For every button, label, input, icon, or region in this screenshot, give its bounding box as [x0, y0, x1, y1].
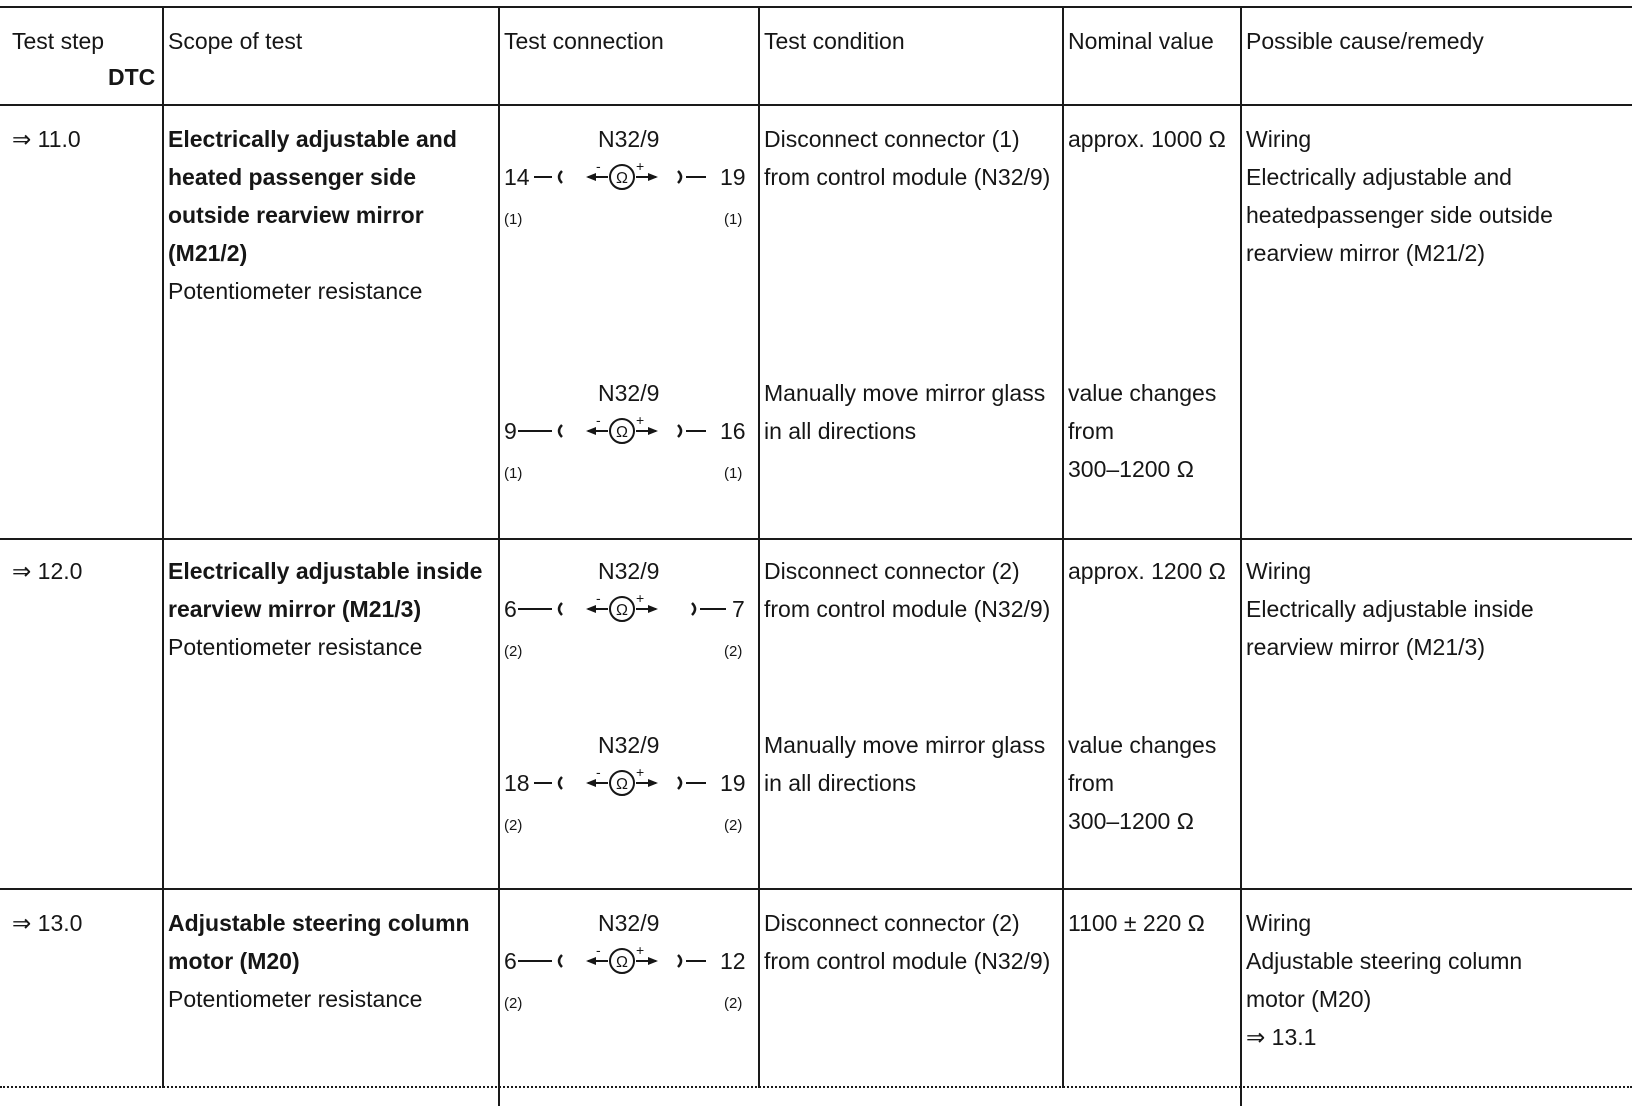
- scope-subtitle: Potentiometer resistance: [168, 986, 423, 1012]
- left-connector: (2): [504, 995, 523, 1012]
- svg-text:+: +: [636, 768, 645, 780]
- nominal-value: 300–1200 Ω: [1068, 808, 1194, 834]
- remedy-line: Wiring: [1246, 126, 1312, 152]
- scope-line: Adjustable steering column: [168, 910, 470, 936]
- left-pin: 9: [504, 418, 517, 444]
- left-connector: (1): [504, 465, 523, 482]
- column-divider-3: [758, 6, 760, 1088]
- left-pin: 18: [504, 770, 530, 796]
- remedy-line: Electrically adjustable and: [1246, 164, 1512, 190]
- condition-line: Manually move mirror glass: [764, 380, 1046, 406]
- nominal-value: from: [1068, 418, 1114, 444]
- module-label: N32/9: [598, 558, 660, 584]
- condition-line: in all directions: [764, 770, 917, 796]
- test-step-12-0: ⇒ 12.0: [12, 558, 83, 584]
- nominal-value: from: [1068, 770, 1114, 796]
- scope-line: heated passenger side: [168, 164, 416, 190]
- right-pin: 19: [720, 164, 746, 190]
- scope-subtitle: Potentiometer resistance: [168, 278, 423, 304]
- scope-line: motor (M20): [168, 948, 300, 974]
- condition-line: Disconnect connector (1): [764, 126, 1020, 152]
- right-pin: 16: [720, 418, 746, 444]
- module-label: N32/9: [598, 126, 660, 152]
- condition-line: Manually move mirror glass: [764, 732, 1046, 758]
- condition-line: Disconnect connector (2): [764, 558, 1020, 584]
- header-test-step: Test step: [12, 28, 105, 54]
- module-label: N32/9: [598, 732, 660, 758]
- remedy-line: Wiring: [1246, 558, 1312, 584]
- left-pin: 14: [504, 164, 530, 190]
- remedy-line: Adjustable steering column: [1246, 948, 1523, 974]
- left-pin: 6: [504, 596, 517, 622]
- ohmmeter-connection-diagram: [514, 594, 730, 624]
- svg-text:-: -: [596, 768, 601, 780]
- left-connector: (1): [504, 211, 523, 228]
- right-connector: (1): [724, 465, 743, 482]
- svg-text:Ω: Ω: [616, 424, 628, 441]
- condition-line: from control module (N32/9): [764, 164, 1051, 190]
- svg-text:+: +: [636, 162, 645, 174]
- condition-line: from control module (N32/9): [764, 948, 1051, 974]
- svg-text:-: -: [596, 416, 601, 428]
- right-connector: (1): [724, 211, 743, 228]
- condition-line: Disconnect connector (2): [764, 910, 1020, 936]
- scope-line: (M21/2): [168, 240, 248, 266]
- nominal-value: approx. 1000 Ω: [1068, 126, 1226, 152]
- svg-text:-: -: [596, 594, 601, 606]
- nominal-value: approx. 1200 Ω: [1068, 558, 1226, 584]
- header-scope: Scope of test: [168, 28, 303, 54]
- svg-text:Ω: Ω: [616, 602, 628, 619]
- header-dtc: DTC: [108, 64, 156, 90]
- row-divider-1: [0, 538, 1632, 540]
- bottom-dotted-border: [0, 1086, 1632, 1088]
- scope-line: Electrically adjustable inside: [168, 558, 483, 584]
- remedy-line: rearview mirror (M21/2): [1246, 240, 1485, 266]
- scope-line: outside rearview mirror: [168, 202, 424, 228]
- left-connector: (2): [504, 817, 523, 834]
- header-condition: Test condition: [764, 28, 905, 54]
- header-remedy: Possible cause/remedy: [1246, 28, 1484, 54]
- remedy-line: heatedpassenger side outside: [1246, 202, 1553, 228]
- remedy-line: Wiring: [1246, 910, 1312, 936]
- remedy-line: Electrically adjustable inside: [1246, 596, 1534, 622]
- nominal-value: value changes: [1068, 732, 1217, 758]
- ohmmeter-connection-diagram: [514, 946, 720, 976]
- nominal-value: value changes: [1068, 380, 1217, 406]
- right-connector: (2): [724, 995, 743, 1012]
- module-label: N32/9: [598, 380, 660, 406]
- header-nominal: Nominal value: [1068, 28, 1214, 54]
- test-step-13-0: ⇒ 13.0: [12, 910, 83, 936]
- svg-text:+: +: [636, 946, 645, 958]
- column-divider-5: [1240, 6, 1242, 1106]
- ohmmeter-connection-diagram: [530, 162, 720, 192]
- column-divider-2: [498, 6, 500, 1106]
- scope-line: rearview mirror (M21/3): [168, 596, 422, 622]
- condition-line: in all directions: [764, 418, 917, 444]
- right-connector: (2): [724, 643, 743, 660]
- nominal-value: 1100 ± 220 Ω: [1068, 910, 1205, 936]
- condition-line: from control module (N32/9): [764, 596, 1051, 622]
- svg-text:Ω: Ω: [616, 776, 628, 793]
- remedy-cross-reference-link[interactable]: ⇒ 13.1: [1246, 1024, 1317, 1050]
- ohmmeter-connection-diagram: [530, 768, 720, 798]
- scope-line: Electrically adjustable and: [168, 126, 457, 152]
- svg-text:-: -: [596, 946, 601, 958]
- right-pin: 12: [720, 948, 746, 974]
- column-divider-4: [1062, 6, 1064, 1088]
- header-connection: Test connection: [504, 28, 664, 54]
- left-pin: 6: [504, 948, 517, 974]
- remedy-line: rearview mirror (M21/3): [1246, 634, 1485, 660]
- right-pin: 7: [732, 596, 745, 622]
- svg-text:Ω: Ω: [616, 954, 628, 971]
- column-divider-1: [162, 6, 164, 1088]
- right-pin: 19: [720, 770, 746, 796]
- right-connector: (2): [724, 817, 743, 834]
- remedy-line: motor (M20): [1246, 986, 1372, 1012]
- test-step-11-0: ⇒ 11.0: [12, 126, 81, 152]
- top-border: [0, 6, 1632, 8]
- svg-text:-: -: [596, 162, 601, 174]
- module-label: N32/9: [598, 910, 660, 936]
- nominal-value: 300–1200 Ω: [1068, 456, 1194, 482]
- left-connector: (2): [504, 643, 523, 660]
- svg-text:+: +: [636, 416, 645, 428]
- scope-subtitle: Potentiometer resistance: [168, 634, 423, 660]
- row-divider-2: [0, 888, 1632, 890]
- ohmmeter-connection-diagram: [514, 416, 720, 446]
- svg-text:+: +: [636, 594, 645, 606]
- svg-text:Ω: Ω: [616, 170, 628, 187]
- header-divider: [0, 104, 1632, 106]
